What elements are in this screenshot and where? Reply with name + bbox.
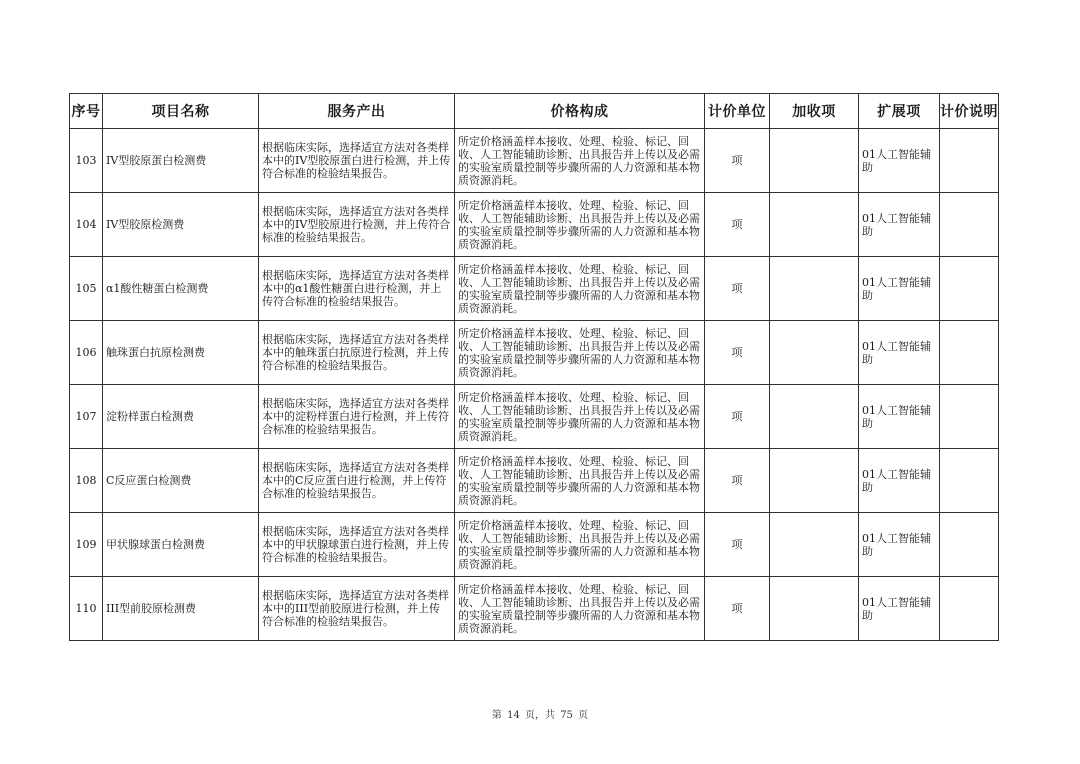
cell-item-name: IV型胶原检测费	[103, 193, 259, 257]
cell-extension-item: 01人工智能辅助	[859, 513, 940, 577]
header-pricing-note: 计价说明	[940, 94, 999, 129]
table-row	[70, 385, 999, 449]
cell-serial-no: 108	[70, 449, 103, 513]
cell-surcharge-item	[770, 449, 859, 513]
cell-service-output: 根据临床实际，选择适宜方法对各类样本中的IV型胶原蛋白进行检测，并上传符合标准的检验结果报告。	[259, 129, 455, 193]
cell-service-output: 根据临床实际，选择适宜方法对各类样本中的C反应蛋白进行检测，并上传符合标准的检验结果报告。	[259, 449, 455, 513]
table-body	[70, 129, 999, 641]
cell-pricing-note	[940, 193, 999, 257]
cell-surcharge-item	[770, 513, 859, 577]
cell-price-composition: 所定价格涵盖样本接收、处理、检验、标记、回收、人工智能辅助诊断、出具报告并上传以及必需的实验室质量控制等步骤所需的人力资源和基本物质资源消耗。	[455, 193, 705, 257]
header-service-output: 服务产出	[259, 94, 455, 129]
table-row	[70, 193, 999, 257]
footer-suffix: 页	[578, 710, 589, 721]
cell-pricing-unit: 项	[705, 193, 770, 257]
cell-item-name: 触珠蛋白抗原检测费	[103, 321, 259, 385]
cell-item-name: α1酸性糖蛋白检测费	[103, 257, 259, 321]
cell-serial-no: 110	[70, 577, 103, 641]
table-row	[70, 577, 999, 641]
cell-serial-no: 104	[70, 193, 103, 257]
header-item-name: 项目名称	[103, 94, 259, 129]
cell-price-composition: 所定价格涵盖样本接收、处理、检验、标记、回收、人工智能辅助诊断、出具报告并上传以及必需的实验室质量控制等步骤所需的人力资源和基本物质资源消耗。	[455, 449, 705, 513]
table-row	[70, 321, 999, 385]
cell-extension-item: 01人工智能辅助	[859, 129, 940, 193]
cell-item-name: 淀粉样蛋白检测费	[103, 385, 259, 449]
cell-pricing-note	[940, 385, 999, 449]
cell-pricing-note	[940, 513, 999, 577]
cell-serial-no: 103	[70, 129, 103, 193]
cell-service-output: 根据临床实际，选择适宜方法对各类样本中的触珠蛋白抗原进行检测，并上传符合标准的检验结果报告。	[259, 321, 455, 385]
cell-pricing-note	[940, 449, 999, 513]
cell-pricing-unit: 项	[705, 513, 770, 577]
cell-price-composition: 所定价格涵盖样本接收、处理、检验、标记、回收、人工智能辅助诊断、出具报告并上传以及必需的实验室质量控制等步骤所需的人力资源和基本物质资源消耗。	[455, 321, 705, 385]
cell-extension-item: 01人工智能辅助	[859, 449, 940, 513]
cell-extension-item: 01人工智能辅助	[859, 321, 940, 385]
header-serial-no: 序号	[70, 94, 103, 129]
cell-pricing-unit: 项	[705, 129, 770, 193]
cell-surcharge-item	[770, 257, 859, 321]
header-price-composition: 价格构成	[455, 94, 705, 129]
cell-pricing-note	[940, 321, 999, 385]
cell-surcharge-item	[770, 385, 859, 449]
cell-extension-item: 01人工智能辅助	[859, 193, 940, 257]
page-footer	[0, 706, 1080, 721]
pricing-table	[69, 93, 999, 641]
header-pricing-unit: 计价单位	[705, 94, 770, 129]
cell-surcharge-item	[770, 321, 859, 385]
cell-price-composition: 所定价格涵盖样本接收、处理、检验、标记、回收、人工智能辅助诊断、出具报告并上传以及必需的实验室质量控制等步骤所需的人力资源和基本物质资源消耗。	[455, 513, 705, 577]
cell-surcharge-item	[770, 577, 859, 641]
cell-service-output: 根据临床实际，选择适宜方法对各类样本中的III型前胶原进行检测，并上传符合标准的检验结果报告。	[259, 577, 455, 641]
cell-serial-no: 107	[70, 385, 103, 449]
cell-item-name: 甲状腺球蛋白检测费	[103, 513, 259, 577]
cell-pricing-unit: 项	[705, 257, 770, 321]
cell-service-output: 根据临床实际，选择适宜方法对各类样本中的淀粉样蛋白进行检测，并上传符合标准的检验结果报告。	[259, 385, 455, 449]
cell-surcharge-item	[770, 193, 859, 257]
cell-price-composition: 所定价格涵盖样本接收、处理、检验、标记、回收、人工智能辅助诊断、出具报告并上传以及必需的实验室质量控制等步骤所需的人力资源和基本物质资源消耗。	[455, 129, 705, 193]
cell-pricing-note	[940, 257, 999, 321]
cell-serial-no: 106	[70, 321, 103, 385]
cell-item-name: III型前胶原检测费	[103, 577, 259, 641]
cell-pricing-unit: 项	[705, 385, 770, 449]
cell-item-name: IV型胶原蛋白检测费	[103, 129, 259, 193]
cell-service-output: 根据临床实际，选择适宜方法对各类样本中的α1酸性糖蛋白进行检测，并上传符合标准的检验结果报告。	[259, 257, 455, 321]
cell-extension-item: 01人工智能辅助	[859, 257, 940, 321]
header-row	[70, 94, 999, 129]
table-header	[70, 94, 999, 129]
cell-serial-no: 105	[70, 257, 103, 321]
cell-pricing-note	[940, 129, 999, 193]
table-row	[70, 129, 999, 193]
footer-mid: 页，共	[525, 710, 555, 721]
cell-price-composition: 所定价格涵盖样本接收、处理、检验、标记、回收、人工智能辅助诊断、出具报告并上传以及必需的实验室质量控制等步骤所需的人力资源和基本物质资源消耗。	[455, 577, 705, 641]
table-row	[70, 449, 999, 513]
cell-extension-item: 01人工智能辅助	[859, 385, 940, 449]
total-page-count: 75	[560, 710, 573, 721]
cell-pricing-unit: 项	[705, 321, 770, 385]
cell-service-output: 根据临床实际，选择适宜方法对各类样本中的IV型胶原进行检测，并上传符合标准的检验结果报告。	[259, 193, 455, 257]
header-surcharge-item: 加收项	[770, 94, 859, 129]
current-page-number: 14	[507, 710, 520, 721]
table-row	[70, 257, 999, 321]
cell-pricing-unit: 项	[705, 449, 770, 513]
footer-prefix: 第	[491, 710, 502, 721]
table-row	[70, 513, 999, 577]
cell-price-composition: 所定价格涵盖样本接收、处理、检验、标记、回收、人工智能辅助诊断、出具报告并上传以及必需的实验室质量控制等步骤所需的人力资源和基本物质资源消耗。	[455, 257, 705, 321]
cell-surcharge-item	[770, 129, 859, 193]
cell-item-name: C反应蛋白检测费	[103, 449, 259, 513]
cell-pricing-note	[940, 577, 999, 641]
cell-extension-item: 01人工智能辅助	[859, 577, 940, 641]
cell-serial-no: 109	[70, 513, 103, 577]
cell-price-composition: 所定价格涵盖样本接收、处理、检验、标记、回收、人工智能辅助诊断、出具报告并上传以及必需的实验室质量控制等步骤所需的人力资源和基本物质资源消耗。	[455, 385, 705, 449]
cell-service-output: 根据临床实际，选择适宜方法对各类样本中的甲状腺球蛋白进行检测，并上传符合标准的检验结果报告。	[259, 513, 455, 577]
header-extension-item: 扩展项	[859, 94, 940, 129]
cell-pricing-unit: 项	[705, 577, 770, 641]
